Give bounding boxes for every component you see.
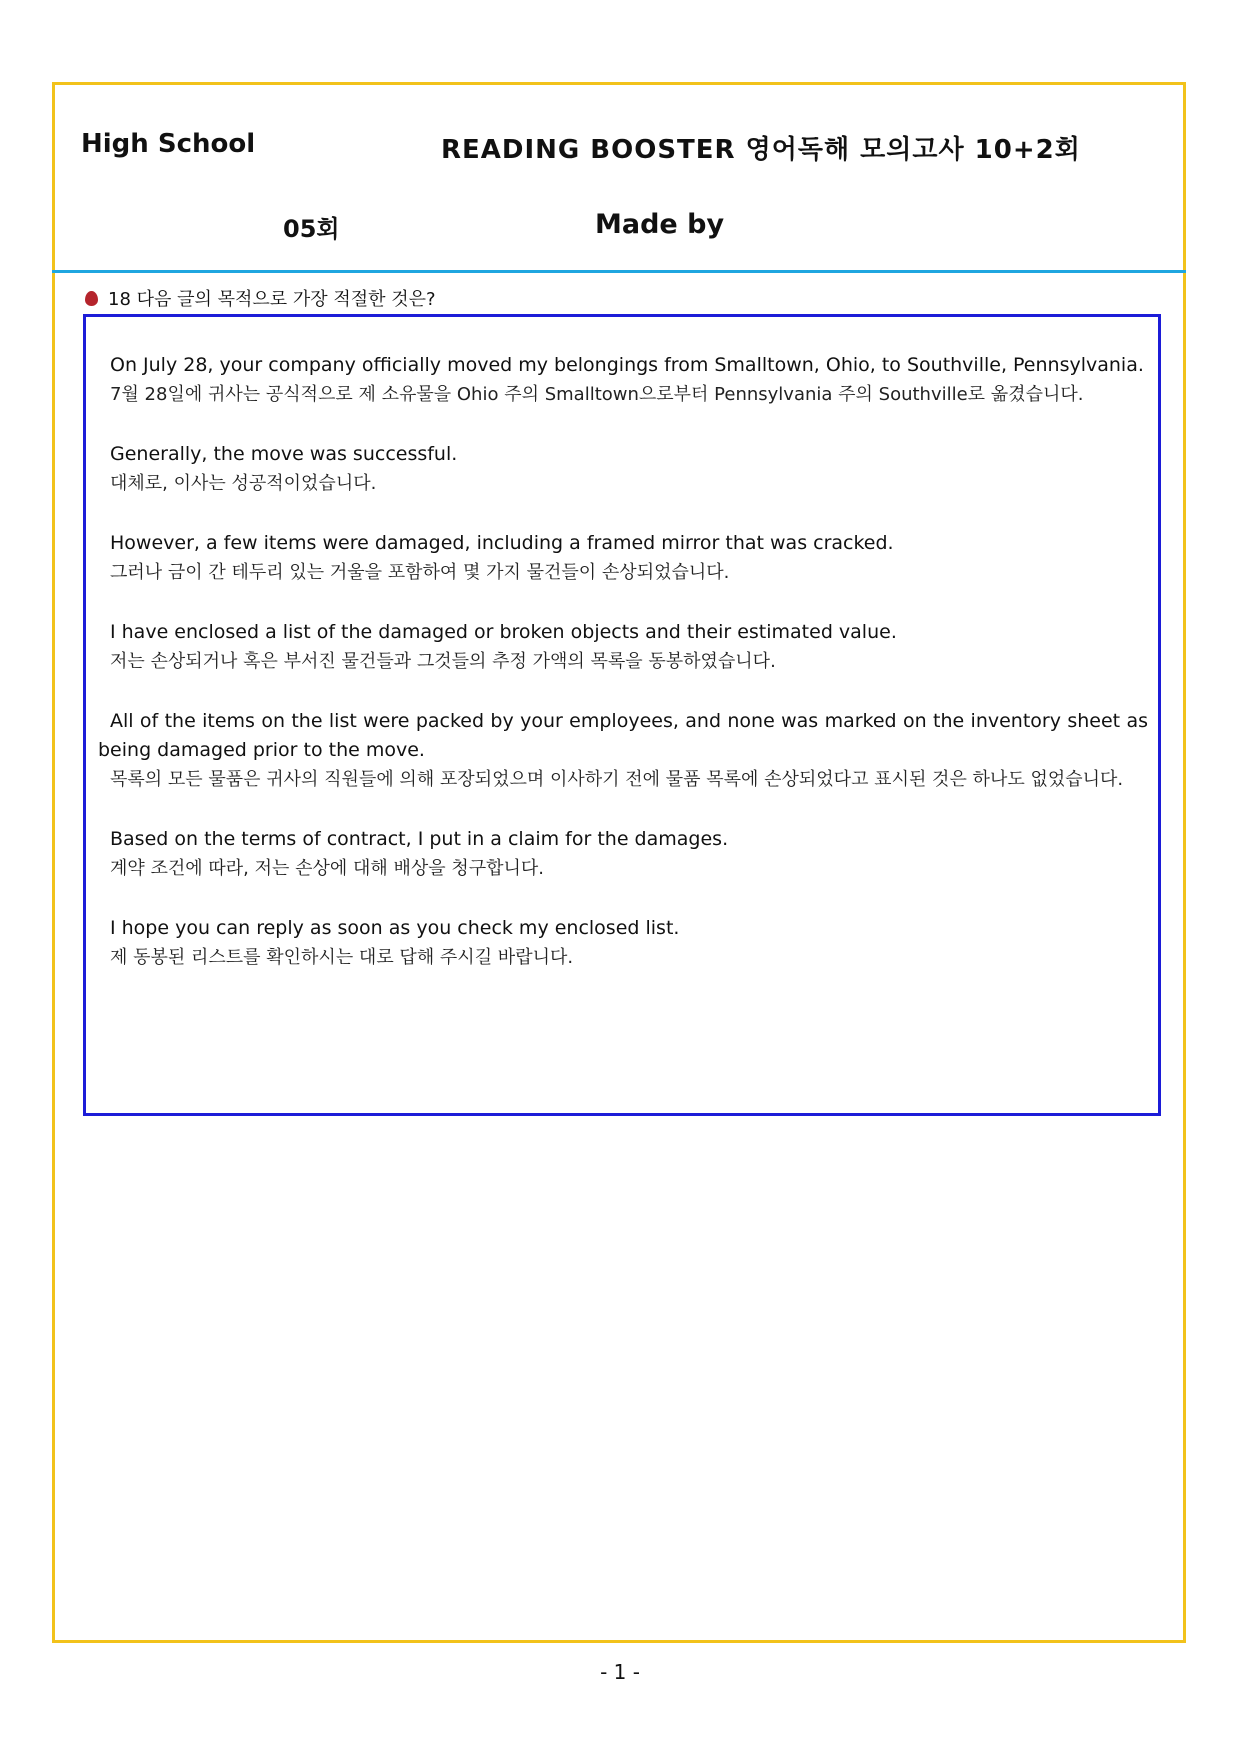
made-by: Made by	[595, 209, 725, 240]
english-sentence: All of the items on the list were packed by your employees, and none was marked on the inventory sheet as being damaged prior to the move.	[98, 710, 1148, 761]
sentence-pair	[98, 825, 1148, 884]
korean-translation: 저는 손상되거나 혹은 부서진 물건들과 그것들의 추정 가액의 목록을 동봉하였습니다.	[110, 651, 776, 672]
english-sentence: I have enclosed a list of the damaged or broken objects and their estimated value.	[110, 621, 897, 643]
test-round: 05회	[283, 215, 340, 243]
passage-box	[83, 314, 1161, 1116]
sentence-pair	[98, 351, 1148, 410]
korean-translation: 목록의 모든 물품은 귀사의 직원들에 의해 포장되었으며 이사하기 전에 물품 목록에 손상되었다고 표시된 것은 하나도 없었습니다.	[110, 769, 1124, 790]
school-level: High School	[81, 129, 256, 159]
header-divider	[52, 270, 1186, 273]
book-title: READING BOOSTER 영어독해 모의고사 10+2회	[441, 135, 1081, 165]
sentence-pair	[98, 440, 1148, 499]
page-number: - 1 -	[600, 1660, 640, 1684]
korean-translation: 7월 28일에 귀사는 공식적으로 제 소유물을 Ohio 주의 Smalltown으로부터 Pennsylvania 주의 Southville로 옮겼습니다.	[110, 384, 1084, 405]
korean-translation: 그러나 금이 간 테두리 있는 거울을 포함하여 몇 가지 물건들이 손상되었습니다.	[110, 562, 730, 583]
korean-translation: 대체로, 이사는 성공적이었습니다.	[110, 473, 377, 494]
sentence-pair	[98, 914, 1148, 973]
english-sentence: Generally, the move was successful.	[110, 443, 458, 465]
question-line	[85, 285, 436, 311]
english-sentence: However, a few items were damaged, including a framed mirror that was cracked.	[110, 532, 894, 554]
english-sentence: I hope you can reply as soon as you check my enclosed list.	[110, 917, 680, 939]
korean-translation: 계약 조건에 따라, 저는 손상에 대해 배상을 청구합니다.	[110, 858, 545, 879]
english-sentence: On July 28, your company officially moved my belongings from Smalltown, Ohio, to Southville, Pennsylvania.	[110, 354, 1144, 376]
page-frame	[52, 82, 1186, 1643]
english-sentence: Based on the terms of contract, I put in a claim for the damages.	[110, 828, 729, 850]
question-text: 18 다음 글의 목적으로 가장 적절한 것은?	[108, 289, 436, 310]
sentence-pair	[98, 618, 1148, 677]
korean-translation: 제 동봉된 리스트를 확인하시는 대로 답해 주시길 바랍니다.	[110, 947, 574, 968]
sentence-pair	[98, 529, 1148, 588]
sentence-pair	[98, 707, 1148, 795]
bullet-icon	[85, 291, 98, 306]
